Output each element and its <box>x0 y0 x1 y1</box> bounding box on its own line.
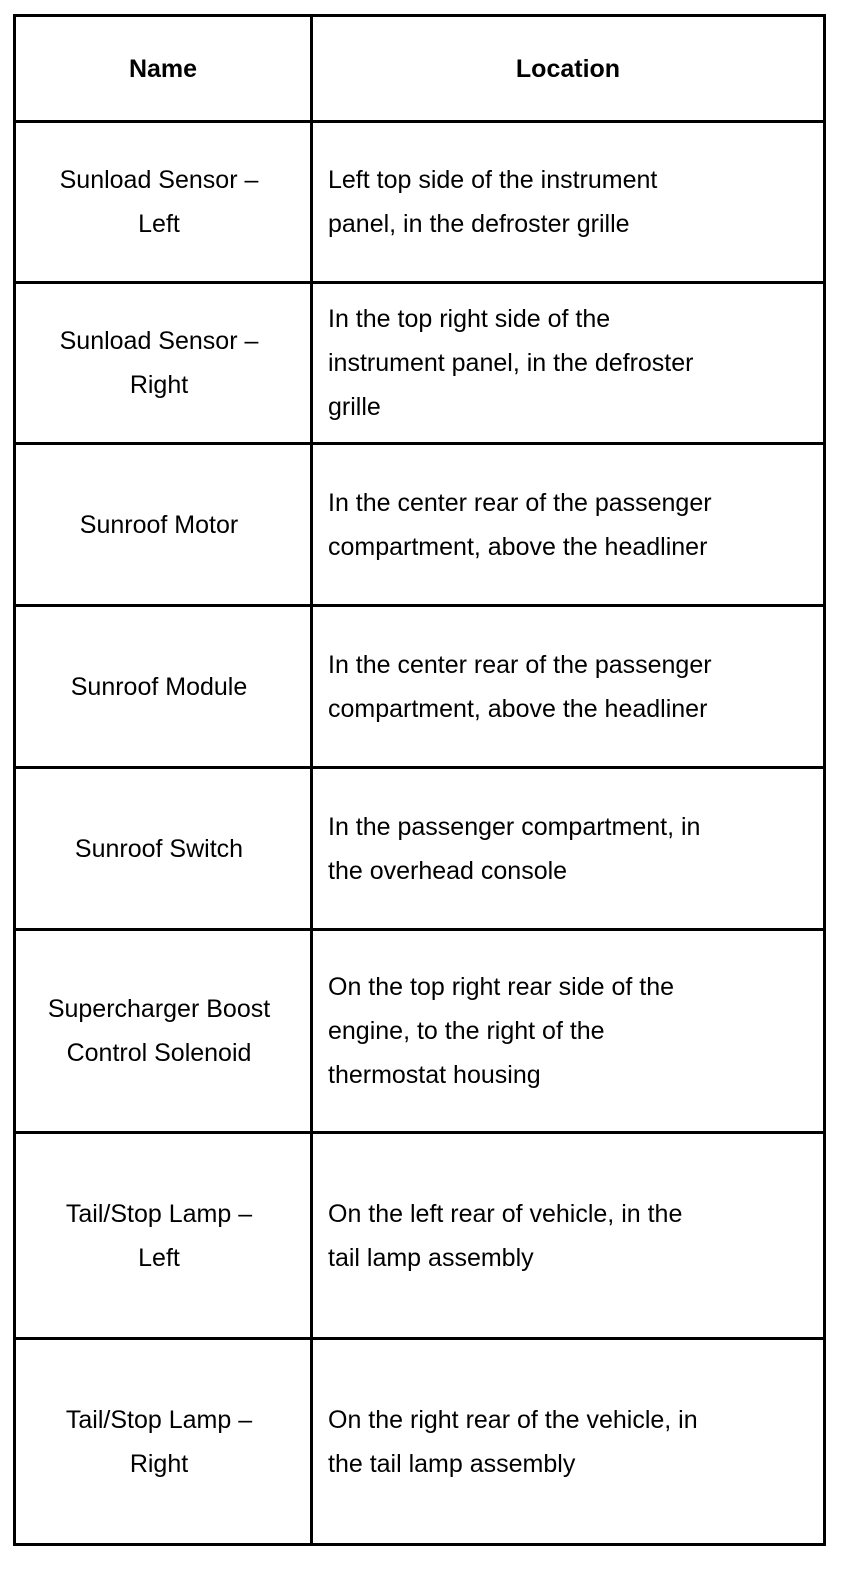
component-name-cell: Sunroof Module <box>15 606 312 768</box>
component-location-cell: In the center rear of the passenger compartment, above the headliner <box>312 444 825 606</box>
component-name-cell: Sunroof Switch <box>15 768 312 930</box>
component-location-cell: Left top side of the instrument panel, in the defroster grille <box>312 122 825 283</box>
component-name-cell: Sunroof Motor <box>15 444 312 606</box>
table-row <box>15 1133 825 1339</box>
component-name-cell: Tail/Stop Lamp – Left <box>15 1133 312 1339</box>
component-location-cell: On the right rear of the vehicle, in the tail lamp assembly <box>312 1339 825 1545</box>
component-name-cell: Sunload Sensor – Left <box>15 122 312 283</box>
table-row <box>15 768 825 930</box>
table-header-row <box>15 16 825 122</box>
component-location-cell: In the passenger compartment, in the overhead console <box>312 768 825 930</box>
table-row <box>15 283 825 444</box>
component-location-cell: In the top right side of the instrument panel, in the defroster grille <box>312 283 825 444</box>
column-header-location: Location <box>312 16 825 122</box>
table-row <box>15 930 825 1133</box>
table-row <box>15 122 825 283</box>
component-location-cell: On the top right rear side of the engine, to the right of the thermostat housing <box>312 930 825 1133</box>
component-name-cell: Sunload Sensor – Right <box>15 283 312 444</box>
component-name-cell: Tail/Stop Lamp – Right <box>15 1339 312 1545</box>
component-location-cell: In the center rear of the passenger compartment, above the headliner <box>312 606 825 768</box>
table-row <box>15 606 825 768</box>
component-name-cell: Supercharger Boost Control Solenoid <box>15 930 312 1133</box>
component-location-cell: On the left rear of vehicle, in the tail lamp assembly <box>312 1133 825 1339</box>
column-header-name: Name <box>15 16 312 122</box>
table-row <box>15 1339 825 1545</box>
table-row <box>15 444 825 606</box>
component-location-table <box>13 14 826 1546</box>
